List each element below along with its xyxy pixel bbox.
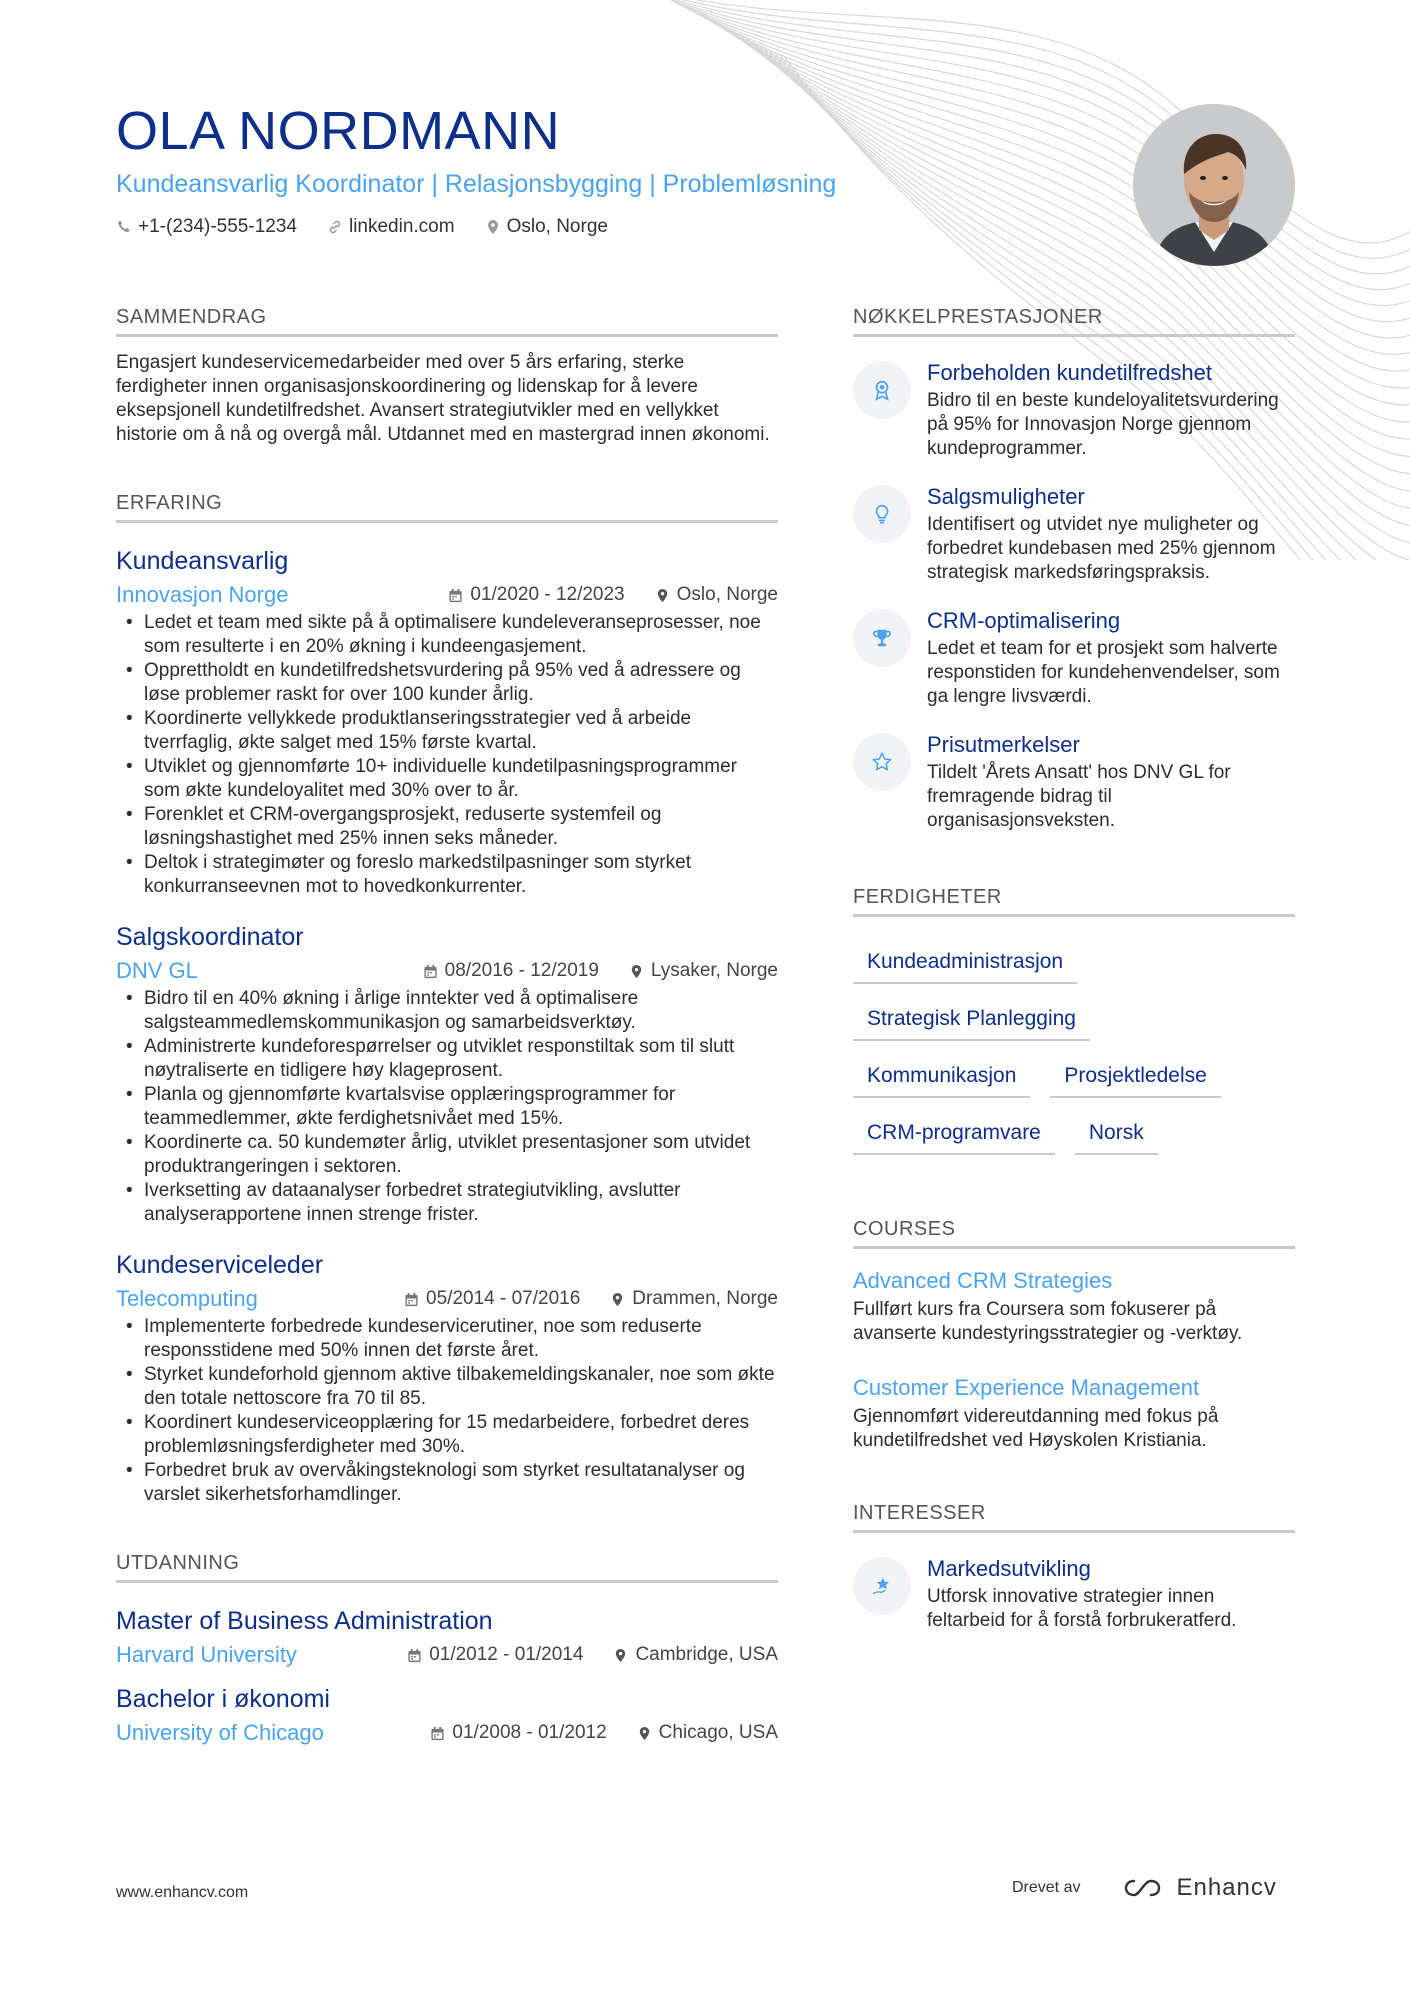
job-title: Kundeserviceleder	[116, 1251, 324, 1279]
calendar-icon	[448, 588, 463, 603]
calendar-icon	[404, 1292, 419, 1307]
footer-branding	[1012, 1874, 1277, 1902]
location-text: Drammen, Norge	[632, 1288, 778, 1309]
job-title: Kundeansvarlig	[116, 547, 289, 575]
education-location	[637, 1722, 778, 1744]
contact-linkedin[interactable]	[327, 216, 455, 238]
bullet-item: • Administrerte kundeforespørrelser og utviklet responstiltak som til slutt nøytraliserte en tidligere høy klageprosent.	[116, 1035, 778, 1083]
enhancv-logo-icon	[1122, 1876, 1168, 1900]
achievement-item	[853, 483, 1295, 585]
course-title: Advanced CRM Strategies	[853, 1268, 1113, 1293]
job-location	[610, 1288, 778, 1310]
achievements-section	[853, 305, 1295, 833]
location-icon	[629, 964, 644, 979]
company-name: Innovasjon Norge	[116, 582, 289, 607]
education-heading: UTDANNING	[116, 1551, 778, 1583]
achievement-desc: Tildelt 'Årets Ansatt' hos DNV GL for fremragende bidrag til organisasjonsveksten.	[927, 762, 1231, 831]
skill-tag: Prosjektledelse	[1050, 1053, 1220, 1098]
achievement-item	[853, 359, 1295, 461]
dates-text: 01/2008 - 01/2012	[452, 1722, 607, 1743]
dates-text: 01/2020 - 12/2023	[470, 584, 625, 605]
trophy-icon	[853, 609, 911, 667]
bullet-item: • Opprettholdt en kundetilfredshetsvurdering på 95% ved å adressere og løse problemer raskt for over 100 kunder årlig.	[116, 659, 778, 707]
experience-section	[116, 491, 778, 1507]
location-icon	[610, 1292, 625, 1307]
brand-logo[interactable]	[1122, 1874, 1276, 1902]
achievement-body	[927, 731, 1295, 833]
job-entry	[116, 545, 778, 899]
skills-list	[853, 927, 1295, 1155]
location-text: Cambridge, USA	[635, 1644, 778, 1665]
left-column	[116, 305, 778, 1747]
degree-title: Bachelor i økonomi	[116, 1685, 330, 1713]
interest-item	[853, 1555, 1295, 1633]
job-location	[629, 960, 778, 982]
course-item	[853, 1374, 1295, 1453]
link-icon	[327, 219, 343, 235]
achievement-title: CRM-optimalisering	[927, 608, 1121, 633]
education-entry	[116, 1605, 778, 1669]
dates-text: 05/2014 - 07/2016	[426, 1288, 581, 1309]
achievement-title: Salgsmuligheter	[927, 484, 1085, 509]
award-icon	[853, 361, 911, 419]
right-column	[853, 305, 1295, 1633]
star-hand-icon	[853, 1557, 911, 1615]
profile-photo	[1133, 104, 1295, 266]
course-item	[853, 1267, 1295, 1346]
phone-text: +1-(234)-555-1234	[138, 216, 297, 237]
skill-tag: CRM-programvare	[853, 1110, 1055, 1155]
courses-heading: COURSES	[853, 1217, 1295, 1249]
education-dates	[430, 1722, 606, 1744]
skills-heading: FERDIGHETER	[853, 885, 1295, 917]
job-bullets	[116, 987, 778, 1227]
achievement-item	[853, 607, 1295, 709]
company-name: DNV GL	[116, 958, 198, 983]
linkedin-text: linkedin.com	[348, 216, 455, 237]
bullet-item: • Utviklet og gjennomførte 10+ individuelle kundetilpasningsprogrammer som økte kundeloyalitet med 30% over to år.	[116, 755, 778, 803]
location-icon	[485, 219, 501, 235]
degree-title: Master of Business Administration	[116, 1607, 493, 1635]
resume-header	[116, 100, 1116, 238]
lightbulb-icon	[853, 485, 911, 543]
skills-section	[853, 885, 1295, 1155]
calendar-icon	[430, 1726, 445, 1741]
interest-desc: Utforsk innovative strategier innen feltarbeid for å forstå forbrukeratferd.	[927, 1586, 1237, 1631]
education-meta	[116, 1719, 778, 1747]
education-dates	[407, 1644, 583, 1666]
summary-text: Engasjert kundeservicemedarbeider med over 5 års erfaring, sterke ferdigheter innen organisasjonskoordinering og lidenskap for å levere eksepsjonell kundetilfredshet. Avansert strategiutvikler med en vellykket historie om å nå og overgå mål. Utdannet med en mastergrad innen økonomi.	[116, 352, 770, 445]
education-section	[116, 1551, 778, 1747]
job-dates	[423, 960, 599, 982]
job-location	[655, 584, 778, 606]
bullet-item: • Implementerte forbedrede kundeservicerutiner, noe som reduserte responsstidene med 50% innen det første året.	[116, 1315, 778, 1363]
courses-section	[853, 1217, 1295, 1453]
location-icon	[613, 1648, 628, 1663]
education-location	[613, 1644, 778, 1666]
interests-heading: INTERESSER	[853, 1501, 1295, 1533]
bullet-item: • Forenklet et CRM-overgangsprosjekt, reduserte systemfeil og løsningshastighet med 25% innen seks måneder.	[116, 803, 778, 851]
location-text: Oslo, Norge	[506, 216, 608, 237]
avatar-illustration	[1133, 104, 1295, 266]
achievement-desc: Bidro til en beste kundeloyalitetsvurdering på 95% for Innovasjon Norge gjennom kundeprogrammer.	[927, 390, 1279, 459]
job-meta	[116, 581, 778, 609]
location-text: Oslo, Norge	[676, 584, 778, 605]
job-meta	[116, 957, 778, 985]
candidate-headline: Kundeansvarlig Koordinator | Relasjonsbygging | Problemløsning	[116, 170, 837, 198]
bullet-item: • Koordinerte ca. 50 kundemøter årlig, utviklet presentasjoner som utvidet produktrangeringen i sektoren.	[116, 1131, 778, 1179]
achievement-title: Forbeholden kundetilfredshet	[927, 360, 1212, 385]
experience-heading: ERFARING	[116, 491, 778, 523]
school-name: Harvard University	[116, 1642, 297, 1667]
course-title: Customer Experience Management	[853, 1375, 1200, 1400]
bullet-item: • Koordinert kundeserviceopplæring for 15 medarbeidere, forbedret deres problemløsningsferdigheter med 30%.	[116, 1411, 778, 1459]
bullet-item: • Iverksetting av dataanalyser forbedret strategiutvikling, avslutter analyserapportene innen strenge frister.	[116, 1179, 778, 1227]
dates-text: 08/2016 - 12/2019	[444, 960, 599, 981]
candidate-name: OLA NORDMANN	[116, 101, 561, 161]
achievement-item	[853, 731, 1295, 833]
achievement-desc: Ledet et team for et prosjekt som halverte responstiden for kundehenvendelser, som ga lengre livsværdi.	[927, 638, 1280, 707]
achievement-title: Prisutmerkelser	[927, 732, 1080, 757]
location-text: Chicago, USA	[658, 1722, 778, 1743]
achievements-heading: NØKKELPRESTASJONER	[853, 305, 1295, 337]
education-entry	[116, 1683, 778, 1747]
skill-tag: Norsk	[1075, 1110, 1158, 1155]
summary-section	[116, 305, 778, 447]
interest-body	[927, 1555, 1295, 1633]
skill-tag: Strategisk Planlegging	[853, 996, 1090, 1041]
job-title: Salgskoordinator	[116, 923, 304, 951]
summary-heading: SAMMENDRAG	[116, 305, 778, 337]
course-desc: Fullført kurs fra Coursera som fokuserer på avanserte kundestyringsstrategier og -verktøy.	[853, 1299, 1243, 1344]
job-dates	[404, 1288, 580, 1310]
dates-text: 01/2012 - 01/2014	[429, 1644, 584, 1665]
job-entry	[116, 921, 778, 1227]
phone-icon	[116, 219, 132, 235]
contact-phone[interactable]	[116, 216, 297, 238]
bullet-item: • Planla og gjennomførte kvartalsvise opplæringsprogrammer for teammedlemmer, økte ferdighetsnivået med 15%.	[116, 1083, 778, 1131]
achievement-body	[927, 359, 1295, 461]
calendar-icon	[407, 1648, 422, 1663]
star-icon	[853, 733, 911, 791]
company-name: Telecomputing	[116, 1286, 258, 1311]
powered-by-text: Drevet av	[1012, 1879, 1081, 1896]
footer-website[interactable]: www.enhancv.com	[116, 1884, 249, 1901]
brand-name: Enhancv	[1176, 1874, 1277, 1901]
location-icon	[637, 1726, 652, 1741]
bullet-item: • Bidro til en 40% økning i årlige inntekter ved å optimalisere salgsteammedlemskommunikasjon og samarbeidsverktøy.	[116, 987, 778, 1035]
skill-tag: Kundeadministrasjon	[853, 939, 1077, 984]
job-bullets	[116, 611, 778, 899]
achievement-desc: Identifisert og utvidet nye muligheter og forbedret kundebasen med 25% gjennom strategisk markedsføringspraksis.	[927, 514, 1276, 583]
job-entry	[116, 1249, 778, 1507]
education-meta	[116, 1641, 778, 1669]
skill-tag: Kommunikasjon	[853, 1053, 1030, 1098]
interests-section	[853, 1501, 1295, 1633]
bullet-item: • Styrket kundeforhold gjennom aktive tilbakemeldingskanaler, noe som økte den totale nettoscore fra 70 til 85.	[116, 1363, 778, 1411]
achievement-body	[927, 483, 1295, 585]
location-text: Lysaker, Norge	[650, 960, 778, 981]
bullet-item: • Ledet et team med sikte på å optimalisere kundeleveranseprosesser, noe som resulterte i en 20% økning i kundeengasjement.	[116, 611, 778, 659]
contact-list	[116, 216, 1116, 238]
course-desc: Gjennomført videreutdanning med fokus på kundetilfredshet ved Høyskolen Kristiania.	[853, 1406, 1219, 1451]
location-icon	[655, 588, 670, 603]
job-dates	[448, 584, 624, 606]
bullet-item: • Koordinerte vellykkede produktlanseringsstrategier ved å arbeide tverrfaglig, økte salget med 15% første kvartal.	[116, 707, 778, 755]
bullet-item: • Forbedret bruk av overvåkingsteknologi som styrket resultatanalyser og varslet sikerhetsforhamdlinger.	[116, 1459, 778, 1507]
job-bullets	[116, 1315, 778, 1507]
job-meta	[116, 1285, 778, 1313]
bullet-item: • Deltok i strategimøter og foreslo markedstilpasninger som styrket konkurranseevnen mot to hovedkonkurrenter.	[116, 851, 778, 899]
contact-location	[485, 216, 608, 238]
achievement-body	[927, 607, 1295, 709]
interest-title: Markedsutvikling	[927, 1556, 1091, 1581]
school-name: University of Chicago	[116, 1720, 324, 1745]
calendar-icon	[423, 964, 438, 979]
